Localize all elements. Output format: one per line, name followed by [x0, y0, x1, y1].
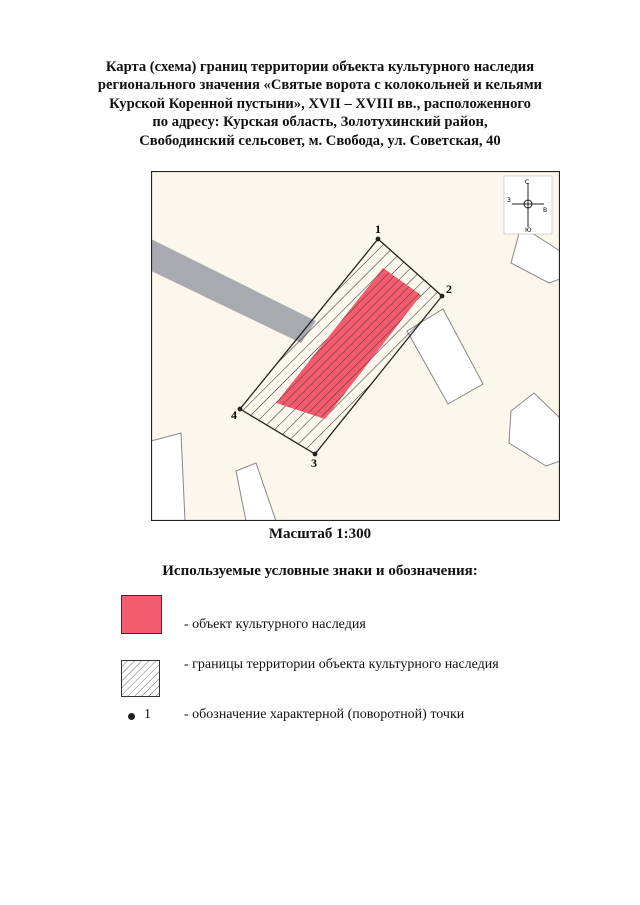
- compass-north: С: [525, 179, 530, 186]
- legend-point-marker: [128, 713, 135, 720]
- scale-label: Масштаб 1:300: [268, 526, 372, 542]
- compass-south: Ю: [525, 227, 532, 234]
- site-map: [151, 171, 560, 521]
- title-line: Курской Коренной пустыни», XVII – XVIII вв., расположенного: [109, 95, 531, 112]
- legend-point-number: 1: [144, 707, 151, 722]
- point-label: 1: [375, 222, 381, 236]
- point-label: 3: [311, 456, 317, 470]
- building: [151, 433, 185, 521]
- legend-title: Используемые условные знаки и обозначения:: [162, 563, 478, 579]
- title-line: регионального значения «Святые ворота с колокольней и кельями: [97, 77, 543, 94]
- point-label: 4: [231, 408, 237, 422]
- compass-icon: [504, 176, 552, 234]
- title-line: Свободинский сельсовет, м. Свобода, ул. Советская, 40: [139, 132, 501, 149]
- legend-text-boundary: - границы территории объекта культурного наследия: [184, 657, 499, 672]
- legend-text-point: - обозначение характерной (поворотной) точки: [184, 707, 465, 722]
- boundary-point: [376, 237, 381, 242]
- legend-swatch-object: [121, 595, 162, 634]
- boundary-point: [440, 294, 445, 299]
- point-label: 2: [446, 282, 452, 296]
- legend-text-object: - объект культурного наследия: [184, 617, 366, 632]
- boundary-point: [238, 407, 243, 412]
- compass-east: В: [543, 207, 548, 214]
- title-line: Карта (схема) границ территории объекта культурного наследия: [105, 59, 535, 75]
- title-line: по адресу: Курская область, Золотухинский район,: [152, 114, 488, 131]
- legend-swatch-boundary: [121, 660, 160, 697]
- compass-west: З: [507, 197, 511, 204]
- map-title: [70, 58, 570, 150]
